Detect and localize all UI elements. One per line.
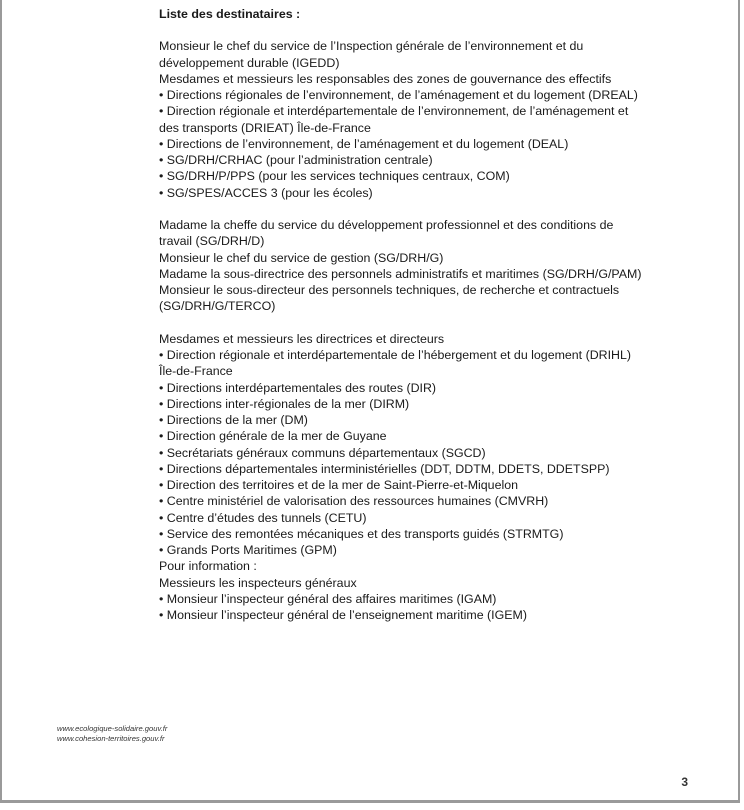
list-item: Pour information : bbox=[159, 559, 257, 574]
list-item: Madame la sous-directrice des personnels administratifs et maritimes (SG/DRH/G/PAM) bbox=[159, 266, 642, 281]
list-item: • Directions de la mer (DM) bbox=[159, 413, 308, 427]
list-item: Messieurs les inspecteurs généraux bbox=[159, 575, 357, 590]
list-item: Île-de-France bbox=[159, 364, 233, 379]
recipient-list-heading: Liste des destinataires : bbox=[159, 7, 301, 21]
footer-links bbox=[57, 724, 167, 744]
footer-link-cohesion[interactable]: www.cohesion-territoires.gouv.fr bbox=[57, 734, 165, 743]
list-item: développement durable (IGEDD) bbox=[159, 55, 340, 70]
list-item: • Centre ministériel de valorisation des ressources humaines (CMVRH) bbox=[159, 494, 549, 509]
list-item: • Direction régionale et interdépartementale de l’hébergement et du logement (DRIHL) bbox=[159, 348, 631, 362]
recipient-block-1 bbox=[159, 38, 699, 201]
list-item: Monsieur le chef du service de l’Inspection générale de l’environnement et du bbox=[159, 39, 584, 54]
list-item: Monsieur le sous-directeur des personnels techniques, de recherche et contractuels bbox=[159, 283, 620, 297]
list-item: travail (SG/DRH/D) bbox=[159, 234, 265, 249]
list-item: • Directions inter-régionales de la mer (DIRM) bbox=[159, 396, 410, 411]
paragraph-gap bbox=[159, 201, 699, 217]
list-item: Mesdames et messieurs les directrices et directeurs bbox=[159, 331, 445, 346]
list-item: Madame la cheffe du service du développement professionnel et des conditions de bbox=[159, 218, 614, 232]
list-item: Monsieur le chef du service de gestion (SG/DRH/G) bbox=[159, 250, 444, 265]
list-item: • Directions régionales de l’environnement, de l’aménagement et du logement (DREAL) bbox=[159, 88, 638, 102]
recipient-block-3 bbox=[159, 331, 699, 624]
list-item: • Grands Ports Maritimes (GPM) bbox=[159, 543, 337, 557]
list-item: • Monsieur l’inspecteur général de l’enseignement maritime (IGEM) bbox=[159, 608, 527, 622]
list-item: • Directions départementales interministérielles (DDT, DDTM, DDETS, DDETSPP) bbox=[159, 461, 610, 476]
list-item: • Direction générale de la mer de Guyane bbox=[159, 429, 387, 444]
list-item: • Direction des territoires et de la mer de Saint-Pierre-et-Miquelon bbox=[159, 478, 518, 492]
list-item: des transports (DRIEAT) Île-de-France bbox=[159, 120, 371, 135]
list-item: • Centre d’études des tunnels (CETU) bbox=[159, 510, 367, 525]
list-item: • SG/SPES/ACCES 3 (pour les écoles) bbox=[159, 185, 373, 200]
list-item: • Secrétariats généraux communs départementaux (SGCD) bbox=[159, 445, 486, 460]
list-item: Mesdames et messieurs les responsables des zones de gouvernance des effectifs bbox=[159, 71, 612, 86]
recipient-list bbox=[159, 6, 699, 623]
list-item: • Monsieur l’inspecteur général des affaires maritimes (IGAM) bbox=[159, 591, 497, 606]
list-item: • SG/DRH/CRHAC (pour l’administration centrale) bbox=[159, 153, 433, 167]
page-number: 3 bbox=[681, 775, 688, 789]
list-item: • Direction régionale et interdépartementale de l’environnement, de l’aménagement et bbox=[159, 104, 629, 119]
list-item: • Directions de l’environnement, de l’aménagement et du logement (DEAL) bbox=[159, 136, 569, 151]
footer-link-ecologique[interactable]: www.ecologique-solidaire.gouv.fr bbox=[57, 724, 168, 733]
list-item: (SG/DRH/G/TERCO) bbox=[159, 299, 276, 314]
recipient-block-2 bbox=[159, 217, 699, 315]
list-item: • SG/DRH/P/PPS (pour les services techniques centraux, COM) bbox=[159, 169, 510, 184]
paragraph-gap bbox=[159, 315, 699, 331]
list-item: • Service des remontées mécaniques et des transports guidés (STRMTG) bbox=[159, 526, 564, 541]
list-item: • Directions interdépartementales des routes (DIR) bbox=[159, 380, 437, 395]
